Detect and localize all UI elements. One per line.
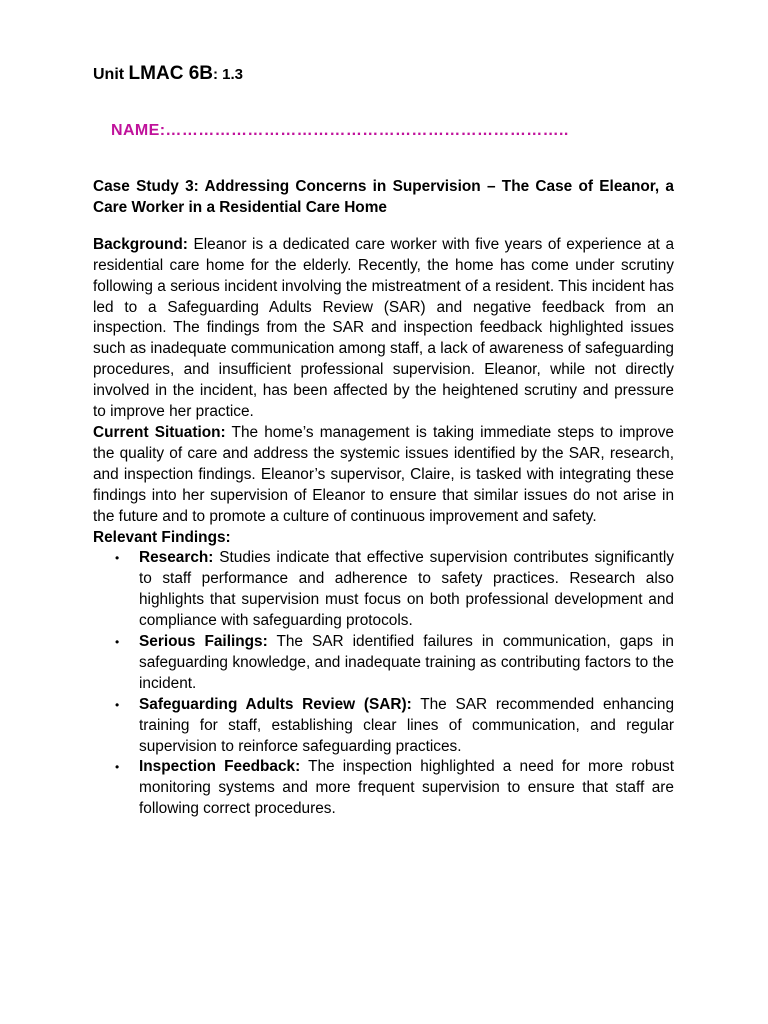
finding-text: The inspection highlighted a need for more robust monitoring systems and more frequent supervision to ensure that staff are following correct procedures. — [139, 758, 674, 818]
bullet-icon: • — [115, 697, 120, 712]
finding-label: Serious Failings: — [139, 633, 268, 651]
findings-heading: Relevant Findings: — [93, 528, 231, 546]
unit-suffix: : 1.3 — [213, 66, 244, 83]
background-text: Eleanor is a dedicated care worker with five years of experience at a residential care home for the elderly. Recently, the home has come under scrutiny following a serious incident involving the mistreatment of a resident. This incident has led to a Safeguarding Adults Review (SAR) and negative feedback from an inspection. The findings from the SAR and inspection feedback highlighted issues such as inadequate communication among staff, a lack of awareness of safeguarding procedures, and insufficient professional supervision. Eleanor, while not directly involved in the incident, has been affected by the heightened scrutiny and pressure to improve her practice. — [93, 235, 674, 421]
unit-prefix: Unit — [93, 66, 129, 83]
bullet-icon: • — [115, 551, 120, 566]
list-item — [93, 548, 674, 632]
unit-code: LMAC 6B — [128, 63, 213, 84]
situation-label: Current Situation: — [93, 423, 226, 441]
finding-label: Research: — [139, 549, 214, 567]
finding-text: The SAR recommended enhancing training for staff, establishing clear lines of communication, and regular supervision to reinforce safeguarding practices. — [139, 695, 674, 755]
case-study-body — [93, 177, 674, 820]
list-item — [93, 632, 674, 695]
situation-text: The home’s management is taking immediate steps to improve the quality of care and address the systemic issues identified by the SAR, research, and inspection findings. Eleanor’s supervisor, Claire, is tasked with integrating these findings into her supervision of Eleanor to ensure that similar issues do not arise in the future and to promote a culture of continuous improvement and safety. — [93, 423, 674, 525]
bullet-icon: • — [115, 635, 120, 650]
finding-label: Safeguarding Adults Review (SAR): — [139, 695, 412, 713]
unit-title — [93, 62, 243, 87]
bullet-icon: • — [115, 760, 120, 775]
name-field: NAME:……………………………………………………………….. — [111, 122, 569, 139]
findings-list — [93, 548, 674, 820]
finding-label: Inspection Feedback: — [139, 758, 301, 776]
list-item — [93, 757, 674, 820]
finding-text: Studies indicate that effective supervision contributes significantly to staff performance and adherence to safety practices. Research also highlights that supervision must focus on both professional development and compliance with safeguarding protocols. — [139, 549, 674, 630]
case-study-title: Case Study 3: Addressing Concerns in Supervision – The Case of Eleanor, a Care Worker in a Residential Care Home — [93, 178, 674, 216]
background-label: Background: — [93, 235, 188, 253]
finding-text: The SAR identified failures in communication, gaps in safeguarding knowledge, and inadequate training as contributing factors to the incident. — [139, 633, 674, 692]
background-paragraph — [93, 235, 674, 423]
situation-paragraph — [93, 423, 674, 528]
list-item — [93, 695, 674, 758]
